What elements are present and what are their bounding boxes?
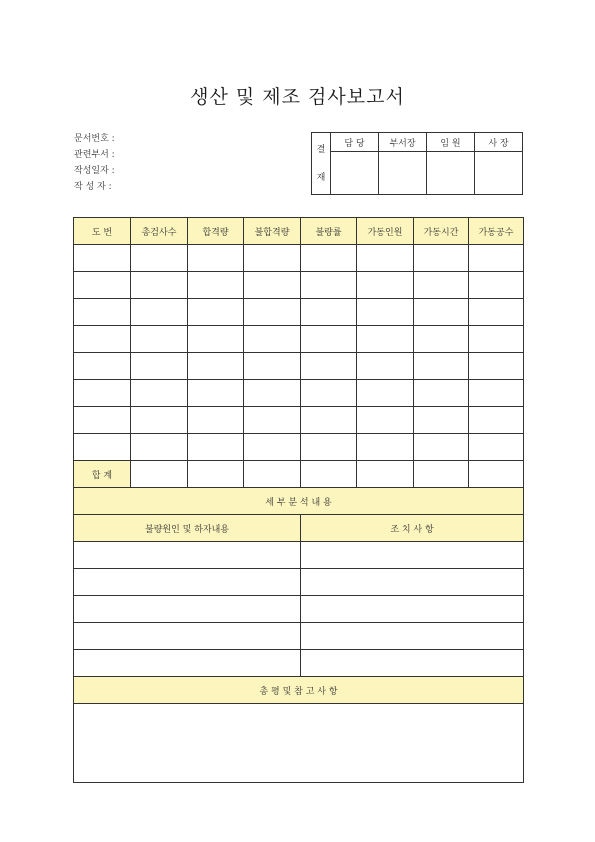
table-cell[interactable] <box>301 407 357 434</box>
table-cell[interactable] <box>469 407 524 434</box>
total-cell[interactable] <box>414 461 469 488</box>
summary-notes-row <box>74 704 524 783</box>
col-header-drawing-no: 도 번 <box>74 218 131 245</box>
meta-label: 문서번호 : <box>74 134 115 144</box>
table-cell[interactable] <box>74 407 131 434</box>
table-cell[interactable] <box>357 353 414 380</box>
signature-cell[interactable] <box>427 152 475 195</box>
table-cell[interactable] <box>188 299 244 326</box>
table-cell[interactable] <box>357 245 414 272</box>
meta-label: 관련부서 : <box>74 150 115 160</box>
signature-cell[interactable] <box>379 152 427 195</box>
total-cell[interactable] <box>188 461 244 488</box>
table-cell[interactable] <box>414 407 469 434</box>
table-cell[interactable] <box>301 245 357 272</box>
table-cell[interactable] <box>131 299 188 326</box>
table-cell[interactable] <box>469 245 524 272</box>
table-cell[interactable] <box>188 326 244 353</box>
approval-box <box>311 132 523 195</box>
approval-side-char: 결 <box>316 144 326 155</box>
table-cell[interactable] <box>301 353 357 380</box>
meta-date <box>74 163 126 179</box>
approval-side-label <box>312 133 331 195</box>
table-cell[interactable] <box>131 272 188 299</box>
table-cell[interactable] <box>469 434 524 461</box>
table-cell[interactable] <box>244 299 301 326</box>
table-cell[interactable] <box>469 326 524 353</box>
table-cell[interactable] <box>188 353 244 380</box>
summary-section-title: 총 평 및 참 고 사 항 <box>74 677 524 704</box>
table-cell[interactable] <box>131 407 188 434</box>
signature-cell[interactable] <box>331 152 379 195</box>
table-row <box>74 326 524 353</box>
summary-section-row <box>74 677 524 704</box>
table-cell[interactable] <box>301 326 357 353</box>
table-cell[interactable] <box>131 326 188 353</box>
inspection-table <box>73 217 524 783</box>
corrective-action-cell[interactable] <box>301 569 524 596</box>
table-row <box>74 434 524 461</box>
table-cell[interactable] <box>469 380 524 407</box>
defect-cause-cell[interactable] <box>74 542 301 569</box>
table-cell[interactable] <box>414 380 469 407</box>
table-cell[interactable] <box>357 326 414 353</box>
table-row <box>74 353 524 380</box>
table-row <box>74 272 524 299</box>
meta-label: 작성일자 : <box>74 166 115 176</box>
table-cell[interactable] <box>414 245 469 272</box>
table-cell[interactable] <box>188 272 244 299</box>
total-cell[interactable] <box>131 461 188 488</box>
summary-notes-field[interactable] <box>74 704 524 783</box>
col-header-man-hours: 가동공수 <box>469 218 524 245</box>
detail-section-title: 세 부 분 석 내 용 <box>74 488 524 515</box>
table-cell[interactable] <box>244 380 301 407</box>
defect-cause-cell[interactable] <box>74 650 301 677</box>
col-header-total-inspected: 총검사수 <box>131 218 188 245</box>
corrective-action-cell[interactable] <box>301 650 524 677</box>
corrective-action-cell[interactable] <box>301 623 524 650</box>
table-cell[interactable] <box>244 272 301 299</box>
table-cell[interactable] <box>131 380 188 407</box>
meta-author <box>74 179 126 195</box>
approval-col-dept-head: 부서장 <box>379 133 427 152</box>
signature-cell[interactable] <box>475 152 523 195</box>
approval-col-president: 사 장 <box>475 133 523 152</box>
table-cell[interactable] <box>74 380 131 407</box>
table-cell[interactable] <box>301 272 357 299</box>
approval-col-manager: 담 당 <box>331 133 379 152</box>
table-cell[interactable] <box>74 353 131 380</box>
table-cell[interactable] <box>414 272 469 299</box>
detail-subheader-row <box>74 515 524 542</box>
table-cell[interactable] <box>414 434 469 461</box>
table-cell[interactable] <box>131 245 188 272</box>
page-title: 생산 및 제조 검사보고서 <box>190 86 405 108</box>
table-cell[interactable] <box>414 353 469 380</box>
document-meta <box>74 131 126 195</box>
corrective-action-cell[interactable] <box>301 596 524 623</box>
total-cell[interactable] <box>301 461 357 488</box>
table-cell[interactable] <box>74 326 131 353</box>
table-cell[interactable] <box>74 299 131 326</box>
table-cell[interactable] <box>357 407 414 434</box>
corrective-action-cell[interactable] <box>301 542 524 569</box>
total-cell[interactable] <box>244 461 301 488</box>
table-row <box>74 407 524 434</box>
table-cell[interactable] <box>74 434 131 461</box>
total-cell[interactable] <box>469 461 524 488</box>
meta-doc-number <box>74 131 126 147</box>
table-cell[interactable] <box>188 407 244 434</box>
total-row <box>74 461 524 488</box>
table-row <box>74 245 524 272</box>
table-cell[interactable] <box>131 434 188 461</box>
table-cell[interactable] <box>244 353 301 380</box>
table-cell[interactable] <box>188 380 244 407</box>
table-cell[interactable] <box>414 326 469 353</box>
col-header-defect-rate: 불량률 <box>301 218 357 245</box>
approval-col-executive: 임 원 <box>427 133 475 152</box>
approval-side-char: 재 <box>316 172 326 183</box>
col-header-operators: 가동인원 <box>357 218 414 245</box>
table-cell[interactable] <box>244 245 301 272</box>
table-row <box>74 299 524 326</box>
meta-department <box>74 147 126 163</box>
defect-cause-header: 불량원인 및 하자내용 <box>74 515 301 542</box>
total-cell[interactable] <box>357 461 414 488</box>
table-cell[interactable] <box>357 272 414 299</box>
table-cell[interactable] <box>301 299 357 326</box>
defect-cause-cell[interactable] <box>74 596 301 623</box>
detail-section-row <box>74 488 524 515</box>
table-cell[interactable] <box>357 299 414 326</box>
table-cell[interactable] <box>357 380 414 407</box>
table-cell[interactable] <box>74 272 131 299</box>
table-cell[interactable] <box>357 434 414 461</box>
total-label: 합 계 <box>74 461 131 488</box>
corrective-action-header: 조 치 사 항 <box>301 515 524 542</box>
table-cell[interactable] <box>301 380 357 407</box>
table-row <box>74 380 524 407</box>
table-cell[interactable] <box>244 434 301 461</box>
table-cell[interactable] <box>469 299 524 326</box>
col-header-passed: 합격량 <box>188 218 244 245</box>
col-header-failed: 불합격량 <box>244 218 301 245</box>
table-cell[interactable] <box>74 245 131 272</box>
detail-row <box>74 623 524 650</box>
col-header-operating-hours: 가동시간 <box>414 218 469 245</box>
detail-row <box>74 569 524 596</box>
defect-cause-cell[interactable] <box>74 569 301 596</box>
table-cell[interactable] <box>469 353 524 380</box>
table-cell[interactable] <box>131 353 188 380</box>
table-cell[interactable] <box>244 407 301 434</box>
table-cell[interactable] <box>469 272 524 299</box>
detail-row <box>74 542 524 569</box>
table-cell[interactable] <box>188 434 244 461</box>
table-cell[interactable] <box>188 245 244 272</box>
defect-cause-cell[interactable] <box>74 623 301 650</box>
table-cell[interactable] <box>414 299 469 326</box>
table-cell[interactable] <box>244 326 301 353</box>
detail-row <box>74 650 524 677</box>
detail-row <box>74 596 524 623</box>
table-header-row <box>74 218 524 245</box>
table-cell[interactable] <box>301 434 357 461</box>
meta-label: 작 성 자 : <box>74 182 112 192</box>
